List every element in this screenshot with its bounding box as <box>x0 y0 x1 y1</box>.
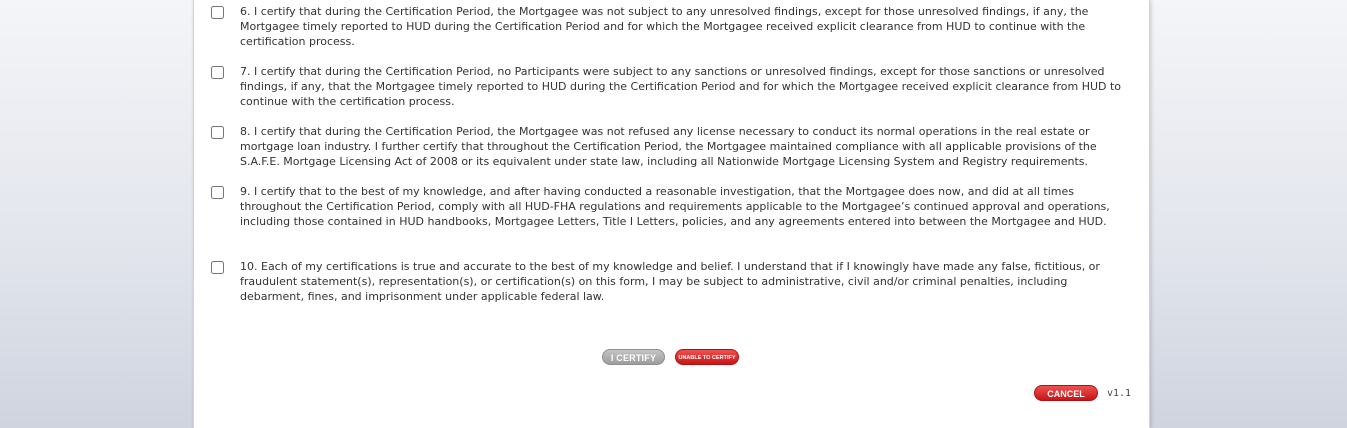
certification-checkbox-8[interactable] <box>211 126 224 139</box>
certification-text-6: 6. I certify that during the Certification Period, the Mortgagee was not subject to any unresolved findings, except for those unresolved findings, if any, the Mortgagee timely reported to HUD during the Certification Period and for which the Mortgagee received explicit clearance from HUD to continue with the certification process. <box>240 5 1089 48</box>
i-certify-button[interactable]: I CERTIFY <box>602 349 665 365</box>
version-label: v1.1 <box>1107 388 1132 399</box>
certification-text-7: 7. I certify that during the Certification Period, no Participants were subject to any sanctions or unresolved findings, except for those sanctions or unresolved findings, if any, that the Mortgagee timely reported to HUD during the Certification Period and for which the Mortgagee received explicit clearance from HUD to continue with the certification process. <box>240 65 1122 108</box>
certification-text-8: 8. I certify that during the Certification Period, the Mortgagee was not refused any license necessary to conduct its normal operations in the real estate or mortgage loan industry. I further certify that throughout the Certification Period, the Mortgagee maintained compliance with all applicable provisions of the S.A.F.E. Mortgage Licensing Act of 2008 or its equivalent under state law, including all Nationwide Mortgage Licensing System and Registry requirements. <box>240 125 1097 168</box>
certification-checkbox-10[interactable] <box>211 261 224 274</box>
certification-checkbox-6[interactable] <box>211 6 224 19</box>
unable-to-certify-button[interactable]: UNABLE TO CERTIFY <box>675 349 739 365</box>
certification-text-9: 9. I certify that to the best of my knowledge, and after having conducted a reasonable investigation, that the Mortgagee does now, and did at all times throughout the Certification Period, comply with all HUD-FHA regulations and requirements applicable to the Mortgagee’s continued approval and operations, including those contained in HUD handbooks, Mortgagee Letters, Title I Letters, policies, and any agreements entered into between the Mortgagee and HUD. <box>240 185 1110 228</box>
certification-checkbox-9[interactable] <box>211 186 224 199</box>
certification-checkbox-7[interactable] <box>211 66 224 79</box>
certification-text-10: 10. Each of my certifications is true and accurate to the best of my knowledge and belief. I understand that if I knowingly have made any false, fictitious, or fraudulent statement(s), representation(s), or certification(s) on this form, I may be subject to administrative, civil and/or criminal penalties, including debarment, fines, and imprisonment under applicable federal law. <box>240 260 1100 303</box>
cancel-button[interactable]: CANCEL <box>1034 385 1098 401</box>
certification-panel <box>193 0 1150 428</box>
